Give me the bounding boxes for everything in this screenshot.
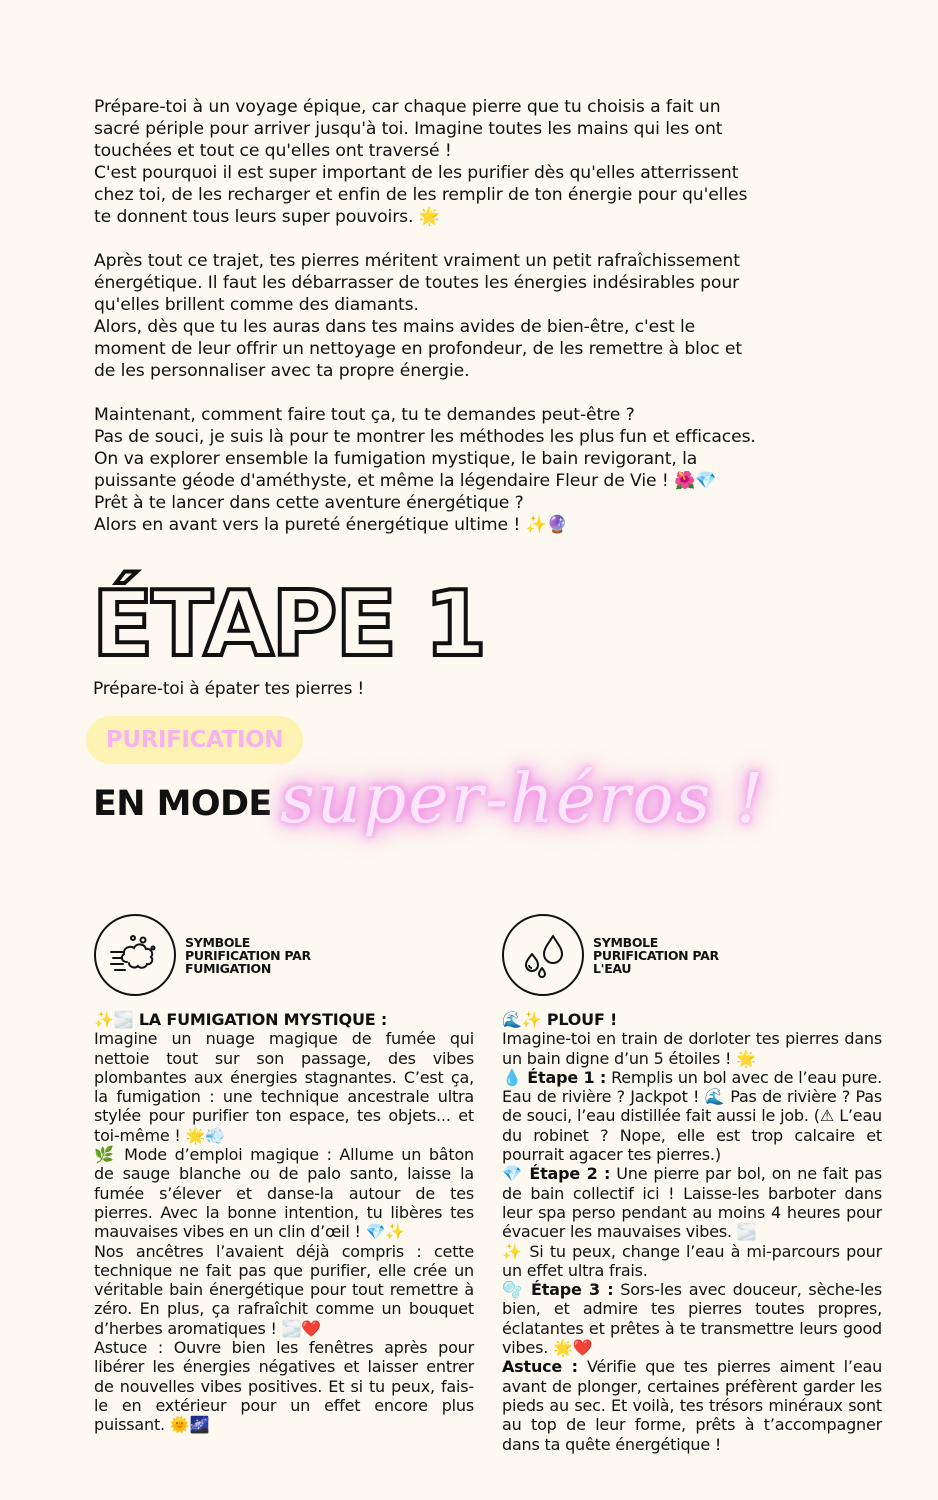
fumigation-ancestors: Nos ancêtres l’avaient déjà compris : cette technique ne fait pas que purifier, elle crée un véritable bain énergétique pour tout remettre à zéro. En plus, ça rafraîchit comme un bouquet d’herbes aromatiques ! 🌫️❤️ — [94, 1241, 474, 1338]
water-intro: Imagine-toi en train de dorloter tes pierres dans un bain digne d’un 5 étoiles ! 🌟 — [502, 1029, 882, 1068]
neon-script-title: super-héros ! — [280, 760, 766, 839]
fumigation-intro: Imagine un nuage magique de fumée qui nettoie tout sur son passage, des vibes plombantes aux énergies stagnantes. C’est ça, la fumigation : une technique ancestrale ultra stylée pour purifier ton espace, tes objets... et toi-même ! 🌟💨 — [94, 1029, 474, 1145]
intro-paragraph-3: Maintenant, comment faire tout ça, tu te demandes peut-être ? Pas de souci, je suis là pour te montrer les méthodes les plus fun et efficaces. On va explorer ensemble la fumigation mystique, le bain revigorant, la puissante géode d'améthyste, et même la légendaire Fleur de Vie ! 🌺💎 Prêt à te lancer dans cette aventure énergétique ? Alors en avant vers la pureté énergétique ultime ! ✨🔮 — [94, 405, 756, 535]
water-tip: Astuce : Vérifie que tes pierres aiment l’eau avant de plonger, certaines préfèrent garder les pieds au sec. Et voilà, tes trésors minéraux sont au top de leur forme, prêts à t’accompagner dans ta quête énergétique ! — [502, 1357, 883, 1454]
fumigation-tip: Astuce : Ouvre bien les fenêtres après pour libérer les énergies négatives et laisser entrer de nouvelles vibes positives. Et si tu peux, fais-le en extérieur pour un effet encore plus puissant. 🌞🌌 — [94, 1338, 474, 1435]
fumigation-title: ✨🌫️ LA FUMIGATION MYSTIQUE : — [94, 1010, 388, 1029]
fumigation-howto: 🌿 Mode d’emploi magique : Allume un bâton de sauge blanche ou de palo santo, laisse la fumée s’élever et danse-la autour de tes pierres. Avec la bonne intention, tu libères tes mauvaises vibes en un clin d’œil ! 💎✨ — [94, 1145, 474, 1242]
fumigation-symbol — [94, 914, 315, 996]
purification-pill — [86, 716, 303, 764]
mode-heading: EN MODE — [93, 784, 272, 824]
water-step-2: 💎 Étape 2 : Une pierre par bol, on ne fait pas de bain collectif ici ! Laisse-les barboter dans leur spa perso pendant au moins 4 heures pour évacuer les mauvaises vibes. 🌫️ — [502, 1164, 882, 1242]
intro-text — [94, 96, 854, 536]
intro-paragraph-1: Prépare-toi à un voyage épique, car chaque pierre que tu choisis a fait un sacré périple pour arriver jusqu'à toi. Imagine toutes les mains qui les ont touchées et tout ce qu'elles ont traversé ! C'est pourquoi il est super important de les purifier dès qu'elles atterrissent chez toi, de les recharger et enfin de les remplir de ton énergie pour qu'elles te donnent tous leurs super pouvoirs. 🌟 — [94, 97, 748, 227]
water-change-note: ✨ Si tu peux, change l’eau à mi-parcours pour un effet ultra frais. — [502, 1241, 882, 1280]
fumigation-column — [94, 1010, 474, 1435]
water-symbol — [502, 914, 723, 996]
water-title: 🌊✨ PLOUF ! — [502, 1010, 618, 1029]
water-symbol-label: SYMBOLE PURIFICATION PAR L'EAU — [593, 934, 719, 976]
water-column — [502, 1010, 882, 1454]
step-heading: ÉTAPE 1 — [92, 572, 485, 677]
pill-label: PURIFICATION — [105, 727, 284, 753]
intro-paragraph-2: Après tout ce trajet, tes pierres méritent vraiment un petit rafraîchissement énergétique. Il faut les débarrasser de toutes les énergies indésirables pour qu'elles brillent comme des diamants. Alors, dès que tu les auras dans tes mains avides de bien-être, c'est le moment de leur offrir un nettoyage en profondeur, de les remettre à bloc et de les personnaliser avec ta propre énergie. — [94, 251, 743, 381]
water-step-1: 💧 Étape 1 : Remplis un bol avec de l’eau pure. Eau de rivière ? Jackpot ! 🌊 Pas de rivière ? Pas de souci, l’eau distillée fait aussi le job. (⚠ L’eau du robinet ? Nope, elle est trop calcaire et pourrait agacer tes pierres.) — [502, 1067, 882, 1165]
water-drops-icon — [502, 914, 584, 996]
step-subtitle: Prépare-toi à épater tes pierres ! — [93, 679, 365, 699]
fumigation-symbol-label: SYMBOLE PURIFICATION PAR FUMIGATION — [185, 934, 311, 976]
water-step-3: 🫧 Étape 3 : Sors-les avec douceur, sèche-les bien, et admire tes pierres toutes propres, éclatantes et prêtes à te transmettre leurs good vibes. 🌟❤️ — [502, 1280, 882, 1358]
smoke-icon — [94, 914, 176, 996]
